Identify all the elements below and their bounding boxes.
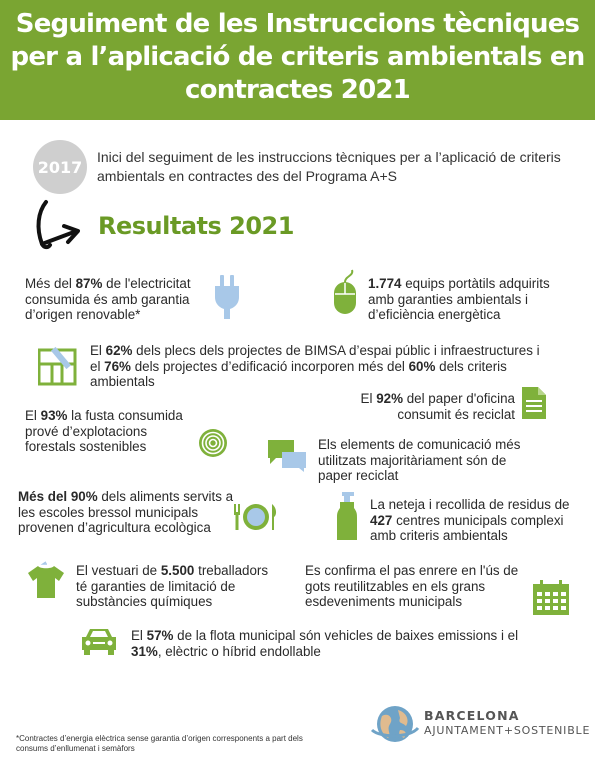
year-label: 2017 [37, 157, 83, 177]
blueprint-icon [38, 346, 78, 386]
year-badge [33, 140, 87, 194]
intro-text: Inici del seguiment de les instruccions tècniques per a l’aplicació de criteris ambientals en contractes des del Programa A+S [97, 149, 561, 184]
results-title: Resultats 2021 [98, 212, 294, 240]
plug-icon [212, 275, 242, 319]
tshirt-icon [26, 560, 66, 600]
item-cups: Es confirma el pas enrere en l'ús de gots reutilitzables en els grans esdeveniments municipals [305, 563, 519, 609]
spray-bottle-icon [330, 492, 358, 540]
item-laptops: 1.774 equips portàtils adquirits amb garanties ambientals i d’eficiència energètica [368, 276, 550, 322]
page-title: Seguiment de les Instruccions tècniques per a l’aplicació de criteris ambientals en contractes 2021 [10, 9, 585, 105]
item-food: Més del 90% dels aliments servits a les escoles bressol municipals provenen d’agricultura ecològica [18, 489, 234, 535]
item-wood: El 93% la fusta consumida prové d’explotacions forestals sostenibles [25, 408, 183, 454]
footnote: *Contractes d’energia elèctrica sense garantia d’origen corresponents a part dels consums d’enllumenat i semàfors [16, 734, 303, 753]
item-clothing: El vestuari de 5.500 treballadors té garanties de limitació de substàncies químiques [76, 563, 269, 609]
item-cleaning: La neteja i recollida de residus de 427 centres municipals complexi amb criteris ambientals [370, 497, 570, 543]
globe-logo-icon [370, 704, 420, 744]
item-electricity: Més del 87% de l'electricitat consumida és amb garantia d’origen renovable* [25, 276, 191, 322]
item-vehicles: El 57% de la flota municipal són vehicles de baixes emissions i el 31%, elèctric o híbrid endollable [131, 628, 519, 659]
tree-rings-icon [198, 428, 228, 458]
logo-line-1: BARCELONA [424, 708, 520, 723]
car-icon [80, 626, 118, 656]
header-banner [0, 0, 595, 120]
item-paper: El 92% del paper d'oficina consumit és reciclat [360, 391, 515, 422]
speech-bubbles-icon [266, 438, 308, 472]
document-icon [521, 386, 547, 420]
item-communication: Els elements de comunicació més utilitzats majoritàriament són de paper reciclat [318, 437, 521, 483]
arrow-icon [32, 198, 92, 258]
item-bimsa: El 62% dels plecs dels projectes de BIMSA d’espai públic i infraestructures i el 76% dels projectes d’edificació incorporen més del 60% dels criteris ambientals [90, 343, 540, 389]
mouse-icon [332, 268, 358, 316]
calendar-icon [532, 580, 570, 616]
plate-cutlery-icon [232, 502, 278, 532]
logo-line-2: AJUNTAMENT+SOSTENIBLE [424, 724, 591, 737]
